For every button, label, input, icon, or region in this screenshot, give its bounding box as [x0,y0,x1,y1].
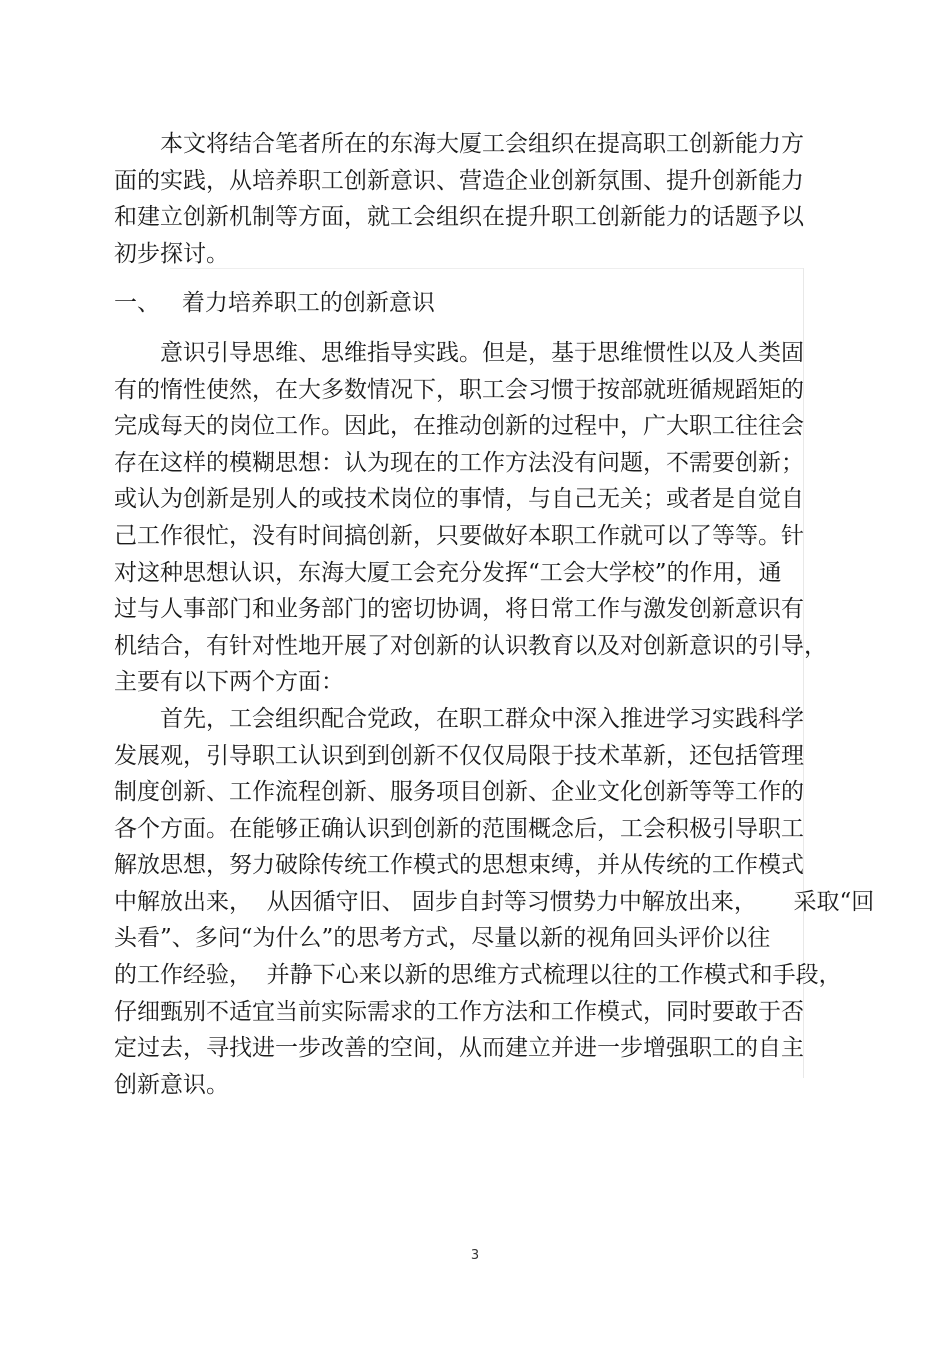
text-line: 中解放出来， 从因循守旧、 固步自封等习惯势力中解放出来， 采取“回 [114,888,875,915]
text-line: 的工作经验， 并静下心来以新的思维方式梳理以往的工作模式和手段， [114,962,842,989]
text-line: 面的实践，从培养职工创新意识、营造企业创新氛围、提升创新能力 [114,167,804,194]
text-line: 己工作很忙，没有时间搞创新，只要做好本职工作就可以了等等。针 [114,522,804,549]
text-line: 存在这样的模糊思想：认为现在的工作方法没有问题，不需要创新； [114,449,804,476]
body-text [114,126,875,1103]
text-line: 或认为创新是别人的或技术岗位的事情，与自己无关；或者是自觉自 [114,486,804,513]
text-line: 仔细甄别不适宜当前实际需求的工作方法和工作模式，同时要敢于否 [114,998,804,1025]
text-line: 意识引导思维、思维指导实践。但是，基于思维惯性以及人类固 [114,339,804,366]
text-line: 主要有以下两个方面： [114,669,344,696]
page-number: 3 [470,1248,480,1263]
text-line: 各个方面。在能够正确认识到创新的范围概念后，工会积极引导职工 [114,815,804,842]
text-line: 本文将结合笔者所在的东海大厦工会组织在提高职工创新能力方 [114,131,804,157]
text-line: 定过去，寻找进一步改善的空间，从而建立并进一步增强职工的自主 [114,1035,804,1062]
text-line: 机结合，有针对性地开展了对创新的认识教育以及对创新意识的引导， [114,632,827,659]
text-line: 完成每天的岗位工作。因此，在推动创新的过程中，广大职工往往会 [114,413,804,440]
intro-paragraph [114,126,834,272]
text-line: 和建立创新机制等方面，就工会组织在提升职工创新能力的话题予以 [114,204,804,231]
section-heading: 一、 着力培养职工的创新意识 [114,290,435,317]
text-line: 头看”、多问“为什么”的思考方式，尽量以新的视角回头评价以往 [114,925,771,952]
paragraph-2 [114,701,875,1104]
paragraph-1 [114,335,834,701]
text-line: 解放思想，努力破除传统工作模式的思想束缚，并从传统的工作模式 [114,852,804,879]
text-line: 首先，工会组织配合党政，在职工群众中深入推进学习实践科学 [114,705,804,732]
text-line: 制度创新、工作流程创新、服务项目创新、企业文化创新等等工作的 [114,779,804,806]
text-line: 创新意识。 [114,1071,229,1098]
text-line: 发展观，引导职工认识到到创新不仅仅局限于技术革新，还包括管理 [114,742,804,769]
text-line: 对这种思想认识，东海大厦工会充分发挥“工会大学校”的作用，通 [114,559,782,586]
text-line: 过与人事部门和业务部门的密切协调，将日常工作与激发创新意识有 [114,596,804,623]
text-line: 有的惰性使然，在大多数情况下，职工会习惯于按部就班循规蹈矩的 [114,376,804,403]
text-line: 初步探讨。 [114,240,229,267]
